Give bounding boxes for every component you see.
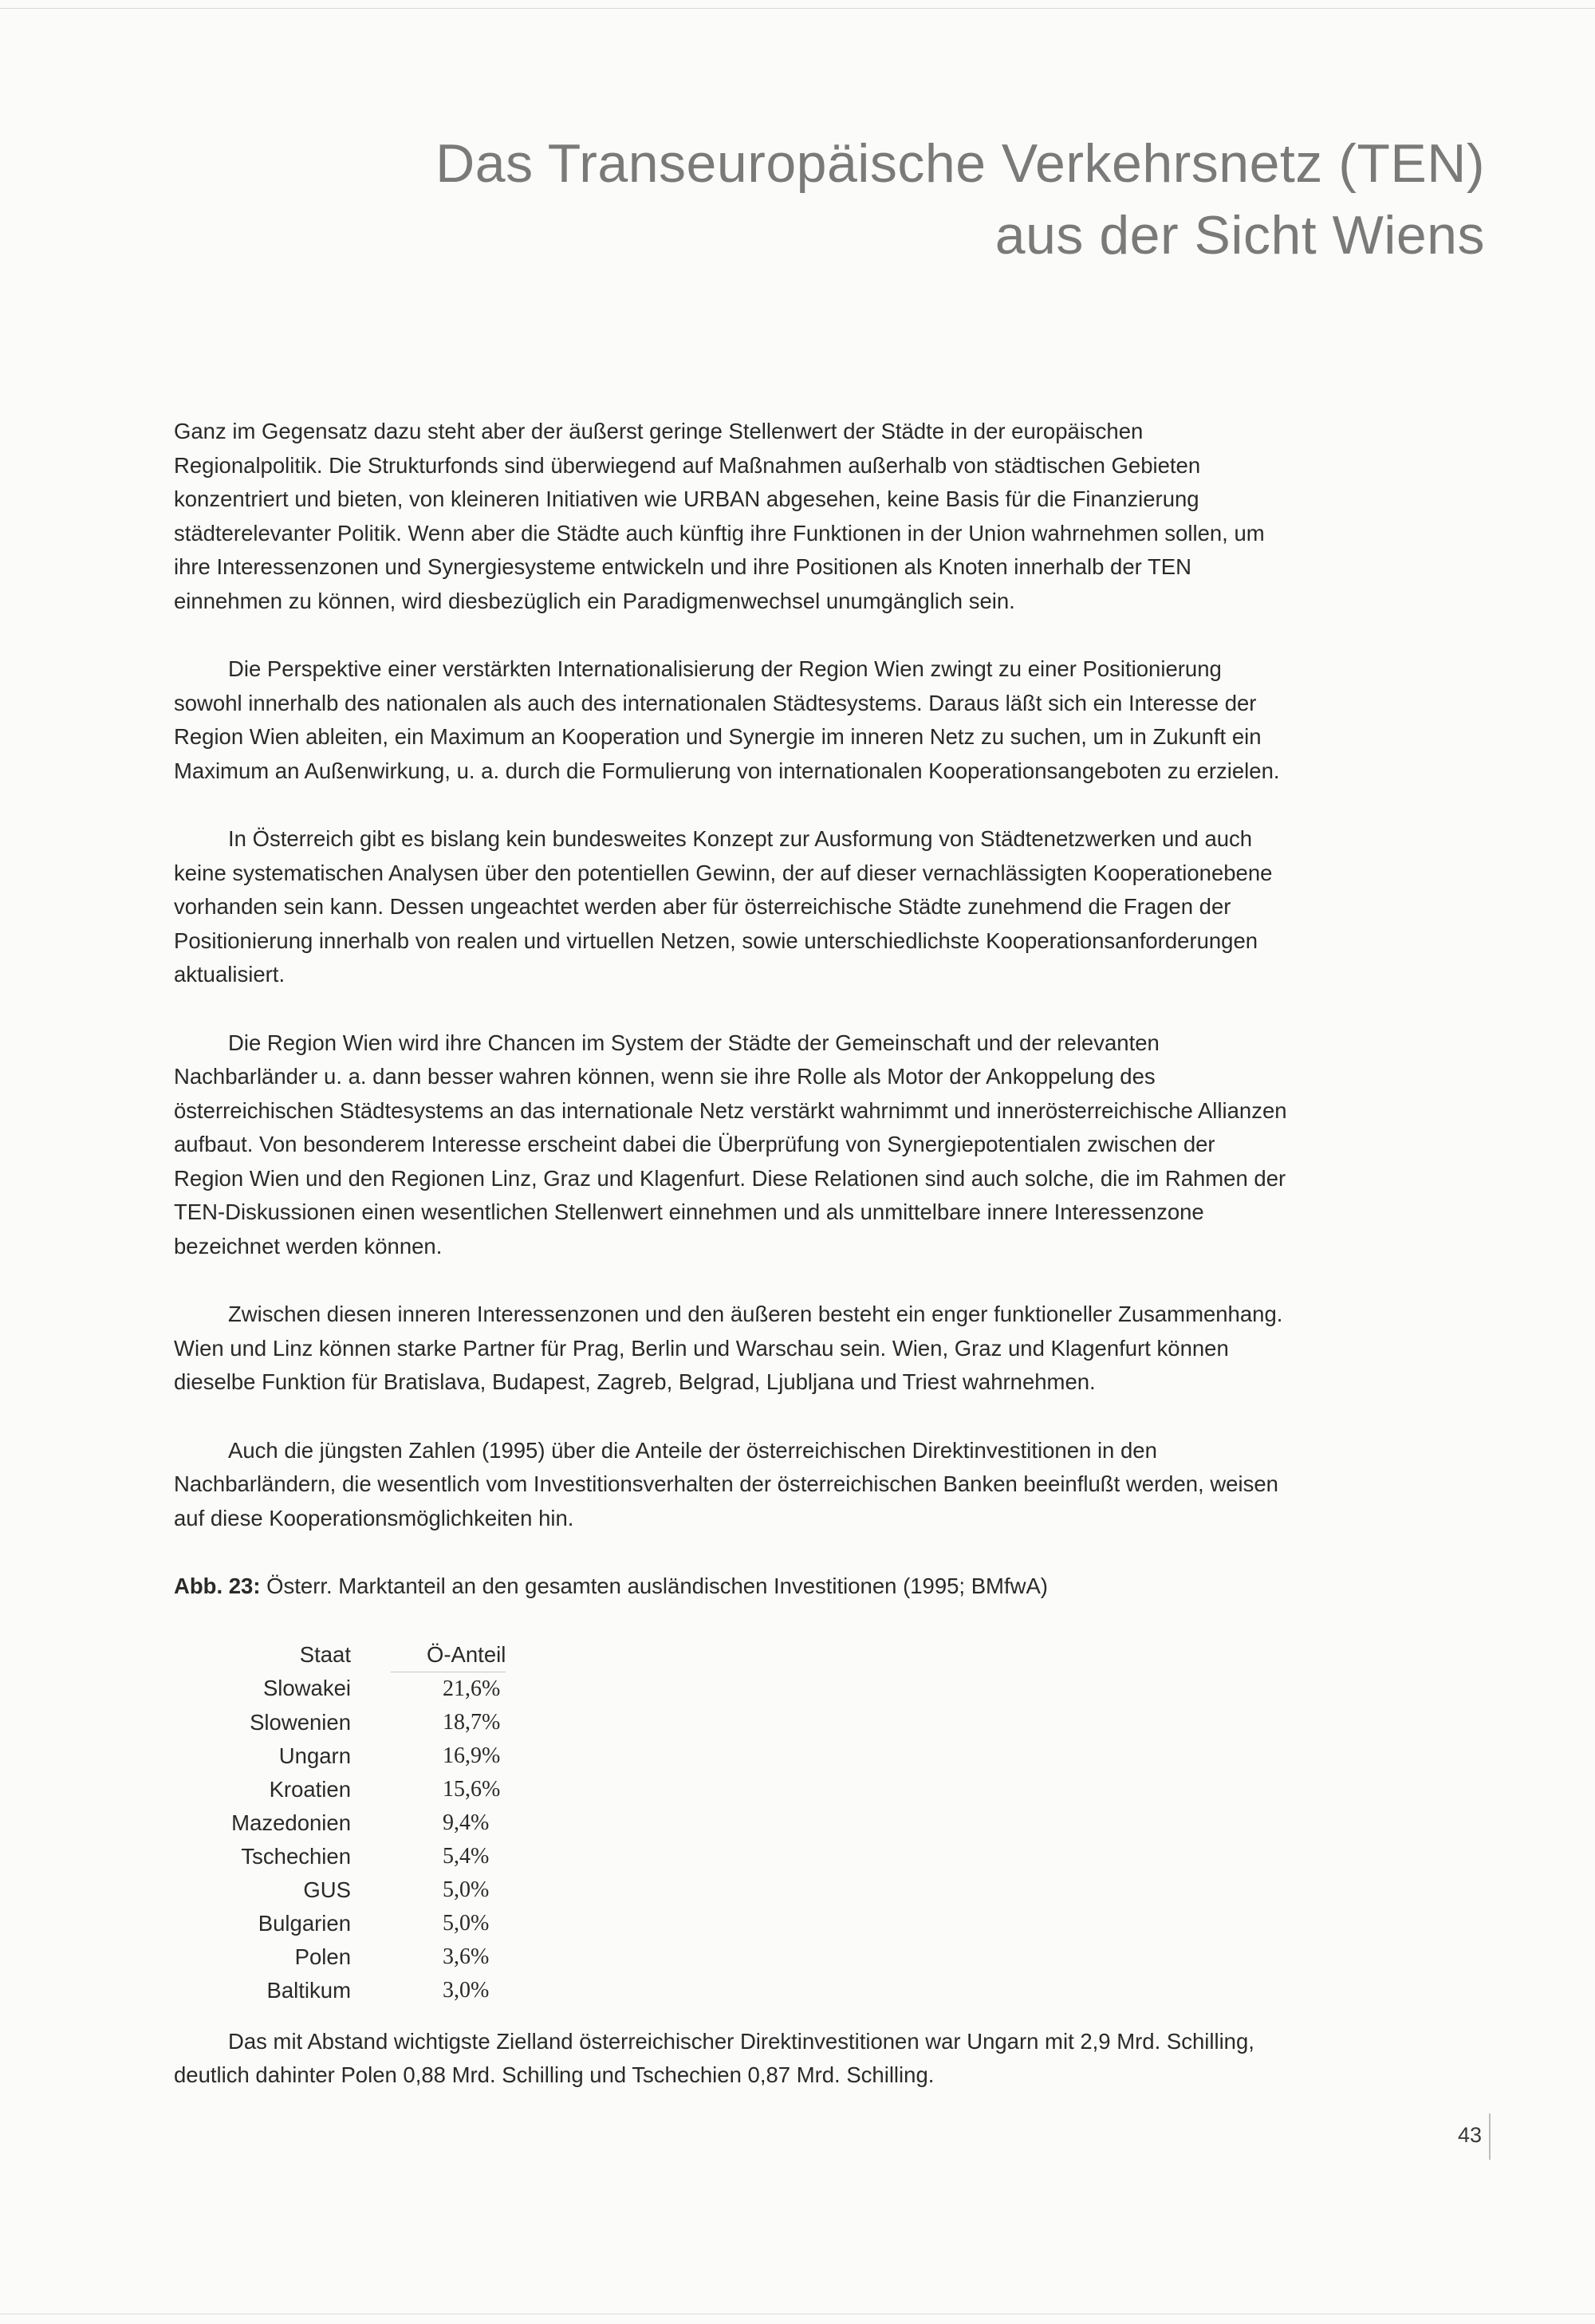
page-number: 43: [1457, 2123, 1482, 2147]
investment-table: [198, 1638, 506, 2007]
row-staat: GUS: [303, 1877, 351, 1902]
header-anteil: Ö-Anteil: [391, 1638, 506, 1672]
row-anteil: 16,9%: [443, 1743, 501, 1768]
closing-paragraph: Das mit Abstand wichtigste Zielland österreichischer Direktinvestitionen war Ungarn mit 2,9 Mrd. Schilling, deutlich dahinter Polen 0,88 Mrd. Schilling und Tschechien 0,87 Mrd. Schilling.: [174, 2028, 1254, 2087]
row-staat: Kroatien: [269, 1776, 351, 1802]
row-staat: Baltikum: [266, 1977, 351, 2003]
row-anteil: 5,0%: [443, 1910, 490, 1936]
page-title-line-1: Das Transeuropäische Verkehrsnetz (TEN): [435, 133, 1485, 194]
table-row: [198, 1806, 506, 1840]
row-staat: Mazedonien: [231, 1810, 351, 1835]
row-staat: Slowenien: [250, 1709, 351, 1735]
row-anteil: 5,0%: [443, 1877, 490, 1902]
paragraph-5: Zwischen diesen inneren Interessenzonen und den äußeren besteht ein enger funktioneller Zusammenhang. Wien und Linz können starke Partner für Prag, Berlin und Warschau sein. Wien, Graz und Klagenfurt können dieselbe Funktion für Bratislava, Budapest, Zagreb, Belgrad, Ljubljana und Triest wahrnehmen.: [174, 1302, 1283, 1394]
table-row: [198, 1672, 506, 1706]
row-staat: Polen: [294, 1944, 351, 1969]
page-title: [435, 128, 1485, 271]
table-row: [198, 1739, 506, 1773]
table-row: [198, 1940, 506, 1974]
paragraph-4: Die Region Wien wird ihre Chancen im System der Städte der Gemeinschaft und der relevanten Nachbarländer u. a. dann besser wahren können, wenn sie ihre Rolle als Motor der Ankoppelung des österreichischen Städtesystems an das internationale Netz verstärkt wahrnimmt und innerösterreichische Allianzen aufbaut. Von besonderem Interesse erscheint dabei die Überprüfung von Synergiepotentialen zwischen der Region Wien und den Regionen Linz, Graz und Klagenfurt. Diese Relationen sind auch solche, die im Rahmen der TEN-Diskussionen einen wesentlichen Stellenwert einnehmen und als unmittelbare innere Interessenzone bezeichnet werden können.: [174, 1030, 1287, 1259]
row-anteil: 5,4%: [443, 1843, 490, 1869]
row-anteil: 3,0%: [443, 1977, 490, 2003]
page-number-rule: [1489, 2113, 1491, 2160]
paragraph-6: Auch die jüngsten Zahlen (1995) über die Anteile der österreichischen Direktinvestitionen in den Nachbarländern, die wesentlich vom Investitionsverhalten der österreichischen Banken beeinflußt werden, weisen auf diese Kooperationsmöglichkeiten hin.: [174, 1437, 1278, 1530]
header-staat: Staat: [299, 1641, 351, 1667]
row-anteil: 21,6%: [443, 1676, 501, 1701]
row-anteil: 3,6%: [443, 1944, 490, 1969]
paragraph-2: Die Perspektive einer verstärkten Internationalisierung der Region Wien zwingt zu einer Positionierung sowohl innerhalb des nationalen als auch des internationalen Städtesystems. Daraus läßt sich ein Interesse der Region Wien ableiten, ein Maximum an Kooperation und Synergie im inneren Netz zu suchen, um in Zukunft ein Maximum an Außenwirkung, u. a. durch die Formulierung von internationalen Kooperationsangeboten zu erzielen.: [174, 656, 1280, 783]
row-anteil: 18,7%: [443, 1709, 501, 1735]
row-anteil: 15,6%: [443, 1776, 501, 1802]
table-row: [198, 1873, 506, 1907]
row-staat: Tschechien: [241, 1843, 351, 1869]
top-rule: [0, 8, 1595, 9]
figure-caption-text: Österr. Marktanteil an den gesamten ausländischen Investitionen (1995; BMfwA): [266, 1574, 1048, 1598]
page-title-line-2: aus der Sicht Wiens: [994, 205, 1485, 266]
table-row: [198, 1907, 506, 1940]
paragraph-1: Ganz im Gegensatz dazu steht aber der äußerst geringe Stellenwert der Städte in der europäischen Regionalpolitik. Die Strukturfonds sind überwiegend auf Maßnahmen außerhalb von städtischen Gebieten konzentriert und bieten, von kleineren Initiativen wie URBAN abgesehen, keine Basis für die Finanzierung städterelevanter Politik. Wenn aber die Städte auch künftig ihre Funktionen in der Union wahrnehmen sollen, um ihre Interessenzonen und Synergiesysteme entwickeln und ihre Positionen als Knoten innerhalb der TEN einnehmen zu können, wird diesbezüglich ein Paradigmenwechsel unumgänglich sein.: [174, 419, 1265, 613]
body-text: [174, 415, 1290, 2127]
row-staat: Ungarn: [278, 1743, 351, 1768]
table-row: [198, 1706, 506, 1739]
table-row: [198, 1840, 506, 1873]
table-header-row: [198, 1638, 506, 1672]
table-row: [198, 1773, 506, 1806]
paragraph-3: In Österreich gibt es bislang kein bundesweites Konzept zur Ausformung von Städtenetzwerken und auch keine systematischen Analysen über den potentiellen Gewinn, der auf dieser vernachlässigten Kooperationebene vorhanden sein kann. Dessen ungeachtet werden aber für österreichische Städte zunehmend die Fragen der Positionierung innerhalb von realen und virtuellen Netzen, sowie unterschiedlichste Kooperationsanforderungen aktualisiert.: [174, 826, 1273, 987]
table-row: [198, 1974, 506, 2007]
row-anteil: 9,4%: [443, 1810, 490, 1835]
row-staat: Bulgarien: [258, 1910, 351, 1936]
row-staat: Slowakei: [262, 1676, 351, 1701]
figure-caption: [174, 1570, 1290, 1604]
figure-label: Abb. 23:: [174, 1574, 261, 1598]
